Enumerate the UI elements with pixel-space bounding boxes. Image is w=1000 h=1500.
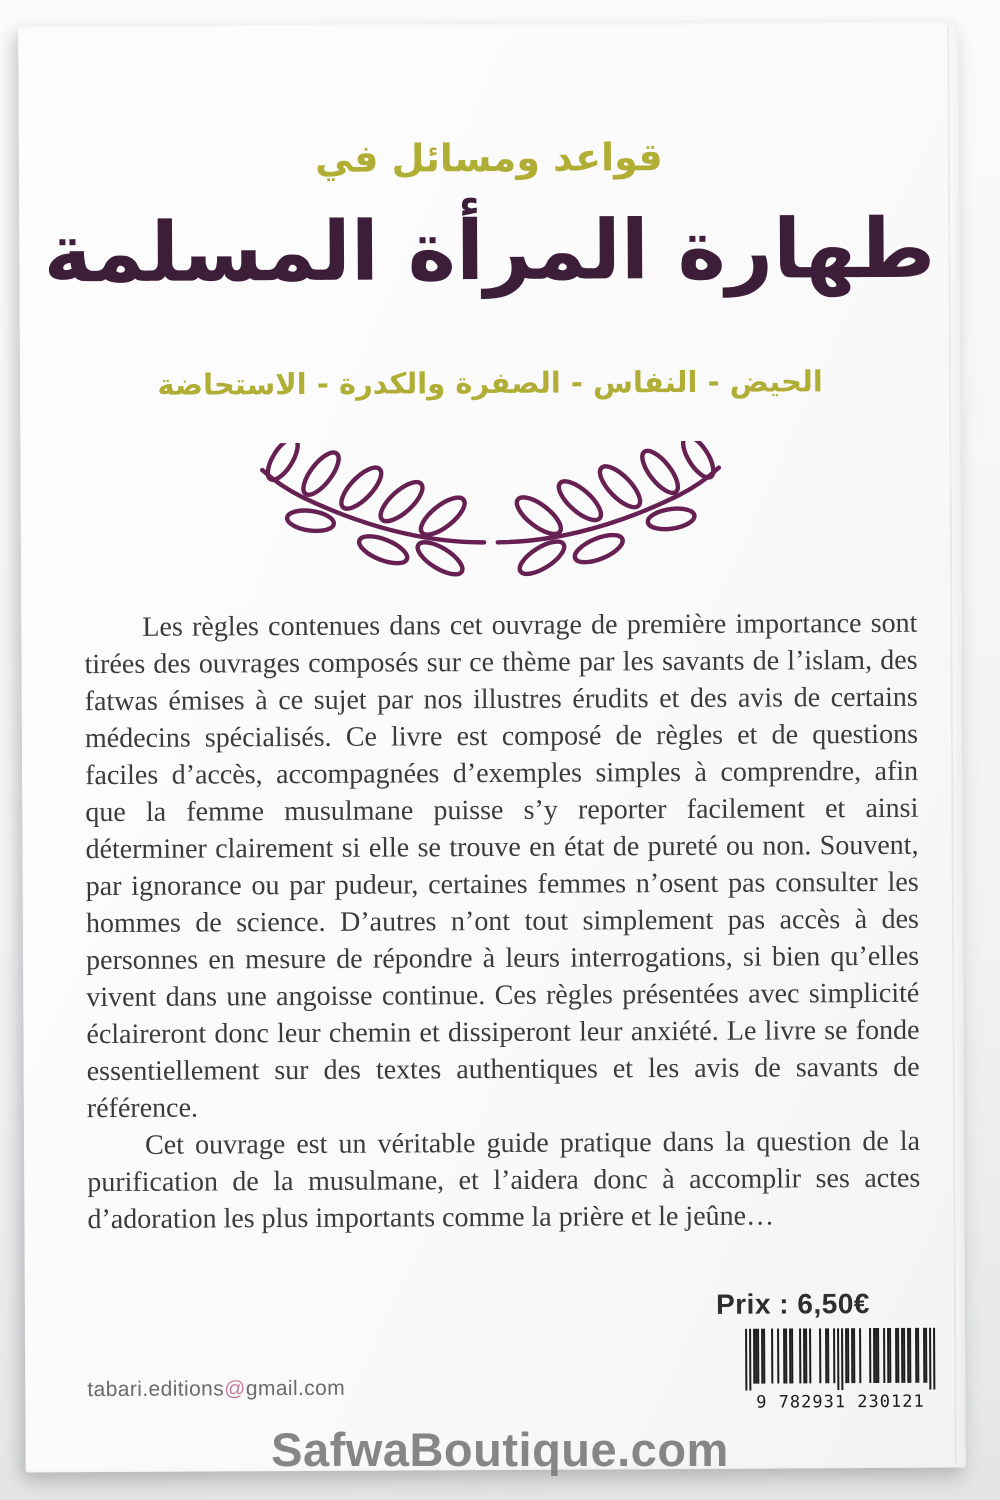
price-label: Prix : 6,50€ xyxy=(715,1288,871,1320)
laurel-decoration-icon xyxy=(245,441,736,584)
watermark-text: SafwaBoutique.com xyxy=(271,1423,729,1476)
barcode xyxy=(744,1328,936,1413)
barcode-bars-icon xyxy=(744,1328,936,1391)
book-back-cover xyxy=(18,22,966,1473)
barcode-digits: 9 782931 230121 xyxy=(756,1391,925,1413)
description-text xyxy=(84,605,920,1238)
description-paragraph: Cet ouvrage est un véritable guide pratique dans la question de la purification de la musulmane, et l’aidera donc à accomplir ses actes d’adoration les plus importants comme la prière et le jeûne… xyxy=(87,1125,921,1236)
subtitle-arabic: الحيض - النفاس - الصفرة والكدرة - الاستحاضة xyxy=(157,364,823,402)
description-paragraph: Les règles contenues dans cet ouvrage de première importance sont tirées des ouvrages composés sur ce thème par les savants de l’islam, des fatwas émises à ce sujet par nos illustres érudits et des avis de certains médecins spécialisés. Ce livre est composé de règles et de questions faciles d’accès, accompagnées d’exemples simples à comprendre, afin que la femme musulmane puisse s’y reporter facilement et ainsi déterminer clairement si elle se trouve en état de pureté ou non. Souvent, par ignorance ou par pudeur, certaines femmes n’osent pas consulter les hommes de science. D’autres n’ont tout simplement pas accès à des personnes en mesure de répondre à leurs interrogations, si bien qu’elles vivent dans une angoisse continue. Ces règles présentées avec simplicité éclaireront donc leur chemin et dissiperont leur anxiété. Le livre se fonde essentiellement sur des textes authentiques et les avis de savants de référence. xyxy=(84,607,920,1125)
laurel-branch-right-icon xyxy=(497,441,719,579)
kicker-arabic: قواعد ومسائل في xyxy=(314,135,663,181)
at-sign-icon: @ xyxy=(224,1377,246,1401)
laurel-branch-left-icon xyxy=(262,441,484,579)
publisher-email: tabari.editions@gmail.com xyxy=(87,1376,346,1402)
title-arabic-calligraphy: طهارة المرأة المسلمة xyxy=(43,201,936,302)
